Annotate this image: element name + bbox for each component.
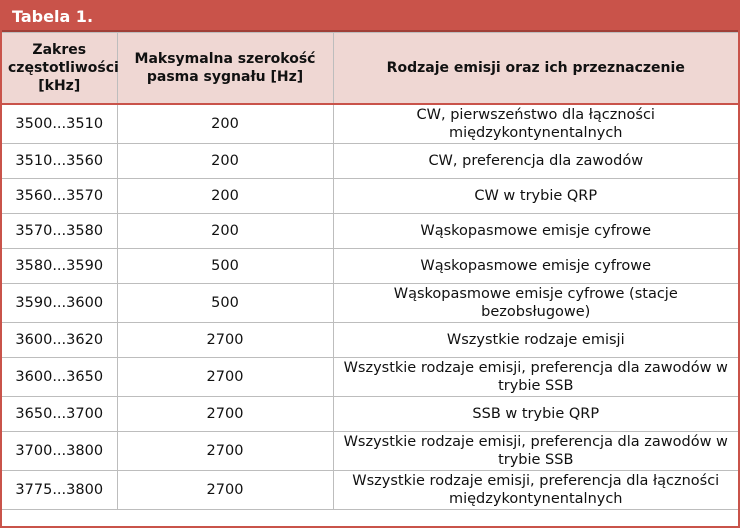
cell-description: Wszystkie rodzaje emisji, preferencja dla łączności międzykontynentalnych bbox=[333, 471, 738, 510]
cell-bandwidth: 200 bbox=[117, 214, 333, 249]
table-row bbox=[2, 284, 738, 323]
cell-description: Wąskopasmowe emisje cyfrowe bbox=[333, 214, 738, 249]
frequency-table bbox=[2, 32, 738, 510]
header-max-bandwidth: Maksymalna szerokość pasma sygnału [Hz] bbox=[117, 33, 333, 105]
cell-range: 3650...3700 bbox=[2, 397, 117, 432]
table-row bbox=[2, 179, 738, 214]
cell-bandwidth: 2700 bbox=[117, 471, 333, 510]
cell-description: CW w trybie QRP bbox=[333, 179, 738, 214]
table-row bbox=[2, 471, 738, 510]
cell-bandwidth: 500 bbox=[117, 284, 333, 323]
cell-range: 3600...3620 bbox=[2, 323, 117, 358]
cell-range: 3580...3590 bbox=[2, 249, 117, 284]
cell-description: CW, preferencja dla zawodów bbox=[333, 144, 738, 179]
cell-range: 3600...3650 bbox=[2, 358, 117, 397]
cell-bandwidth: 2700 bbox=[117, 432, 333, 471]
header-emission-types: Rodzaje emisji oraz ich przeznaczenie bbox=[333, 33, 738, 105]
cell-bandwidth: 2700 bbox=[117, 323, 333, 358]
header-frequency-range: Zakres częstotliwości [kHz] bbox=[2, 33, 117, 105]
cell-bandwidth: 2700 bbox=[117, 397, 333, 432]
cell-range: 3775...3800 bbox=[2, 471, 117, 510]
cell-description: Wąskopasmowe emisje cyfrowe bbox=[333, 249, 738, 284]
table-row bbox=[2, 432, 738, 471]
cell-description: SSB w trybie QRP bbox=[333, 397, 738, 432]
table-row bbox=[2, 397, 738, 432]
cell-bandwidth: 200 bbox=[117, 144, 333, 179]
cell-range: 3500...3510 bbox=[2, 104, 117, 144]
cell-bandwidth: 500 bbox=[117, 249, 333, 284]
cell-description: Wszystkie rodzaje emisji, preferencja dla zawodów w trybie SSB bbox=[333, 358, 738, 397]
table-row bbox=[2, 104, 738, 144]
cell-range: 3510...3560 bbox=[2, 144, 117, 179]
cell-description: Wszystkie rodzaje emisji bbox=[333, 323, 738, 358]
header-row bbox=[2, 33, 738, 105]
cell-description: CW, pierwszeństwo dla łączności międzykontynentalnych bbox=[333, 104, 738, 144]
cell-range: 3590...3600 bbox=[2, 284, 117, 323]
table-row bbox=[2, 214, 738, 249]
table-row bbox=[2, 358, 738, 397]
table-row bbox=[2, 249, 738, 284]
cell-range: 3570...3580 bbox=[2, 214, 117, 249]
cell-bandwidth: 200 bbox=[117, 179, 333, 214]
cell-range: 3560...3570 bbox=[2, 179, 117, 214]
table-row bbox=[2, 323, 738, 358]
cell-bandwidth: 200 bbox=[117, 104, 333, 144]
cell-bandwidth: 2700 bbox=[117, 358, 333, 397]
table-title: Tabela 1. bbox=[2, 2, 738, 32]
cell-description: Wszystkie rodzaje emisji, preferencja dla zawodów w trybie SSB bbox=[333, 432, 738, 471]
cell-description: Wąskopasmowe emisje cyfrowe (stacje bezobsługowe) bbox=[333, 284, 738, 323]
table-row bbox=[2, 144, 738, 179]
cell-range: 3700...3800 bbox=[2, 432, 117, 471]
